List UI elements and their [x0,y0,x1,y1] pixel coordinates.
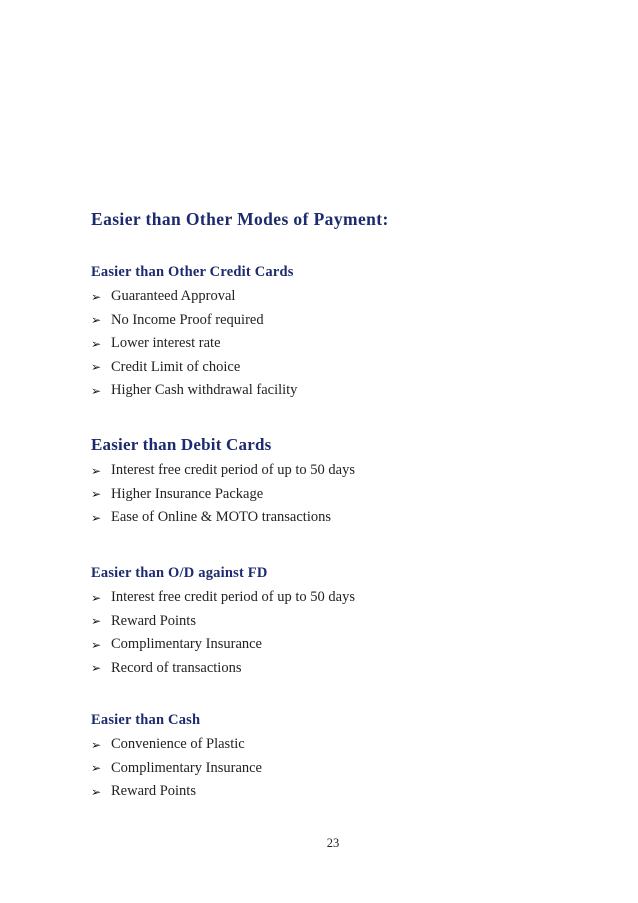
list-item-text: Credit Limit of choice [111,358,241,375]
list-item-text: Complimentary Insurance [111,759,262,776]
arrow-bullet-icon: ➢ [91,737,102,752]
list-item-text: Complimentary Insurance [111,636,262,653]
bullet-list-cash [91,733,591,804]
list-item [91,610,591,634]
arrow-bullet-icon: ➢ [91,463,102,478]
page-number: 23 [326,836,340,850]
list-item-text: Ease of Online & MOTO transactions [111,509,332,526]
list-item [91,483,591,507]
section-debit-cards [91,431,591,530]
arrow-bullet-icon: ➢ [91,313,102,328]
arrow-bullet-icon: ➢ [91,614,102,629]
arrow-bullet-icon: ➢ [91,661,102,676]
list-item [91,586,591,610]
list-item-text: Higher Insurance Package [111,485,264,502]
section-heading-credit-cards: Easier than Other Credit Cards [91,264,294,280]
arrow-bullet-icon: ➢ [91,784,102,799]
arrow-bullet-icon: ➢ [91,510,102,525]
list-item [91,757,591,781]
bullet-list-od-against-fd [91,586,591,680]
list-item-text: Record of transactions [111,659,242,676]
arrow-bullet-icon: ➢ [91,360,102,375]
list-item [91,332,591,356]
list-item-text: Guaranteed Approval [111,288,236,305]
list-item-text: Lower interest rate [111,335,221,352]
list-item-text: No Income Proof required [111,311,264,328]
bullet-list-debit-cards [91,459,591,530]
list-item-text: Higher Cash withdrawal facility [111,382,298,399]
section-od-against-fd [91,560,591,680]
list-item [91,309,591,333]
arrow-bullet-icon: ➢ [91,487,102,502]
arrow-bullet-icon: ➢ [91,637,102,652]
list-item [91,356,591,380]
list-item [91,780,591,804]
section-heading-debit-cards: Easier than Debit Cards [91,435,272,454]
list-item-text: Reward Points [111,783,196,800]
list-item-text: Interest free credit period of up to 50 days [111,462,355,479]
list-item-text: Reward Points [111,612,196,629]
list-item [91,633,591,657]
section-heading-od-against-fd: Easier than O/D against FD [91,565,268,581]
arrow-bullet-icon: ➢ [91,761,102,776]
arrow-bullet-icon: ➢ [91,336,102,351]
list-item [91,459,591,483]
list-item-text: Convenience of Plastic [111,736,245,753]
section-credit-cards [91,259,591,403]
page-title: Easier than Other Modes of Payment: [91,209,389,229]
section-cash [91,707,591,804]
list-item [91,506,591,530]
list-item [91,657,591,681]
arrow-bullet-icon: ➢ [91,289,102,304]
list-item [91,733,591,757]
arrow-bullet-icon: ➢ [91,383,102,398]
section-heading-cash: Easier than Cash [91,712,201,728]
bullet-list-credit-cards [91,285,591,403]
arrow-bullet-icon: ➢ [91,590,102,605]
list-item-text: Interest free credit period of up to 50 days [111,589,355,606]
list-item [91,285,591,309]
list-item [91,379,591,403]
